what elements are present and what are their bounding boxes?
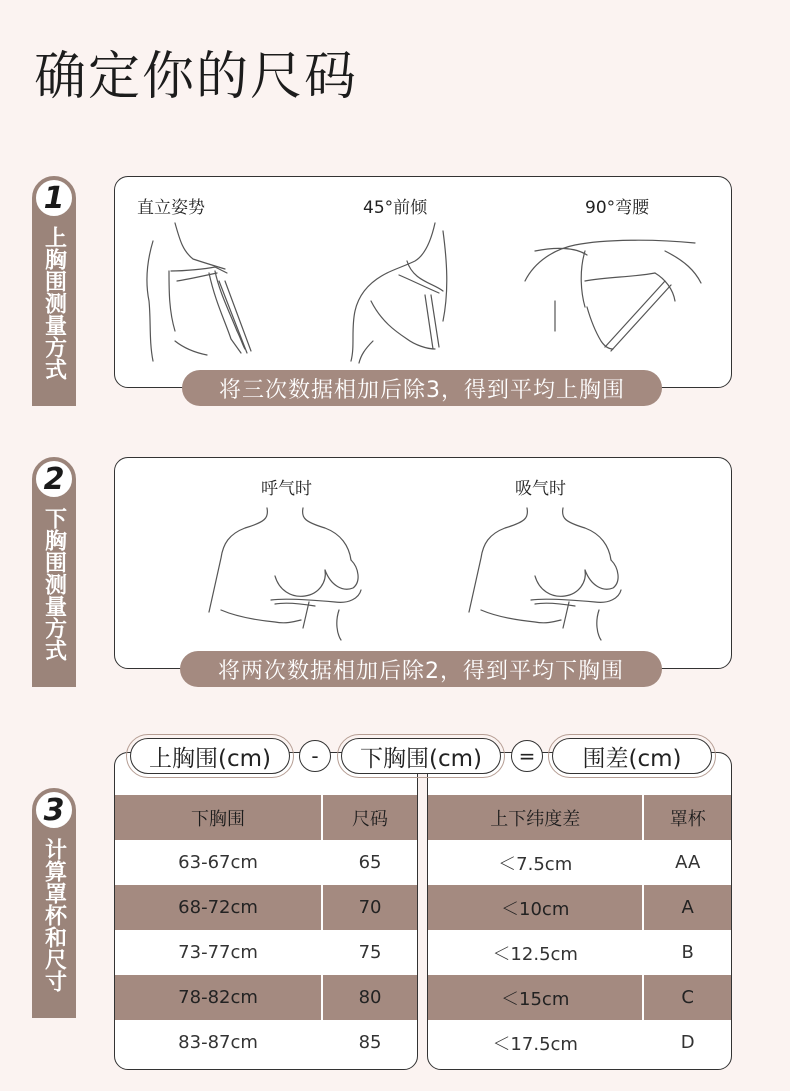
- formula-upper-bust: 上胸围(cm): [130, 738, 290, 774]
- table-row: [428, 1020, 731, 1065]
- pose-label-lean-45: 45°前倾: [363, 198, 428, 218]
- bend-90-measure-illustration: [515, 221, 715, 366]
- table-cell: AA: [643, 840, 731, 885]
- page-title: 确定你的尺码: [34, 47, 359, 107]
- step-1-caption: 将三次数据相加后除3，得到平均上胸围: [182, 370, 662, 406]
- table-cell: ＜15cm: [428, 975, 643, 1020]
- pose-label-upright: 直立姿势: [137, 198, 205, 218]
- cup-table-header-difference: 上下纬度差: [428, 795, 643, 840]
- table-cell: 70: [322, 885, 417, 930]
- step-2-number: 2: [32, 457, 76, 501]
- pose-label-exhale: 呼气时: [261, 479, 312, 499]
- band-table-header-underbust: 下胸围: [115, 795, 322, 840]
- table-cell: A: [643, 885, 731, 930]
- formula-under-bust: 下胸围(cm): [341, 738, 501, 774]
- cup-size-table: [427, 752, 732, 1070]
- step-1-panel: [114, 176, 732, 388]
- band-size-table: [114, 752, 418, 1070]
- table-cell: 80: [322, 975, 417, 1020]
- upright-measure-illustration: [135, 221, 265, 366]
- table-cell: ＜12.5cm: [492, 943, 578, 965]
- table-cell: 63-67cm: [178, 852, 258, 873]
- step-2-panel: [114, 457, 732, 669]
- table-row: [428, 840, 731, 885]
- band-table-header-size: 尺码: [322, 795, 417, 840]
- table-cell: B: [643, 930, 731, 975]
- table-cell: C: [643, 975, 731, 1020]
- table-row: [115, 930, 417, 975]
- step-3-label: 计算罩杯和尺寸: [32, 810, 76, 1018]
- formula-equals-sign: =: [511, 740, 543, 772]
- lean-45-measure-illustration: [315, 221, 465, 366]
- table-cell: 78-82cm: [115, 975, 322, 1020]
- step-2-label: 下胸围测量方式: [32, 479, 76, 687]
- step-1-number: 1: [32, 176, 76, 220]
- table-row: [115, 975, 417, 1020]
- step-1-label: 上胸围测量方式: [32, 198, 76, 406]
- exhale-measure-illustration: [205, 504, 375, 644]
- table-cell: D: [643, 1020, 731, 1065]
- table-row: [428, 885, 731, 930]
- table-cell: 73-77cm: [178, 942, 258, 963]
- step-3-number: 3: [32, 788, 76, 832]
- table-row: [115, 885, 417, 930]
- table-cell: 83-87cm: [178, 1032, 258, 1053]
- formula-difference: 围差(cm): [552, 738, 712, 774]
- table-cell: 68-72cm: [115, 885, 322, 930]
- table-cell: ＜7.5cm: [498, 853, 573, 875]
- table-row: [428, 930, 731, 975]
- formula-minus-sign: -: [299, 740, 331, 772]
- table-cell: 85: [322, 1020, 417, 1065]
- step-2-caption: 将两次数据相加后除2，得到平均下胸围: [180, 651, 662, 687]
- table-cell: 65: [322, 840, 417, 885]
- table-cell: ＜10cm: [428, 885, 643, 930]
- table-row: [115, 1020, 417, 1065]
- pose-label-inhale: 吸气时: [515, 479, 566, 499]
- cup-table-header-cup: 罩杯: [643, 795, 731, 840]
- table-row: [115, 840, 417, 885]
- pose-label-bend-90: 90°弯腰: [585, 198, 650, 218]
- table-cell: 75: [322, 930, 417, 975]
- inhale-measure-illustration: [465, 504, 635, 644]
- table-row: [428, 975, 731, 1020]
- table-cell: ＜17.5cm: [492, 1033, 578, 1055]
